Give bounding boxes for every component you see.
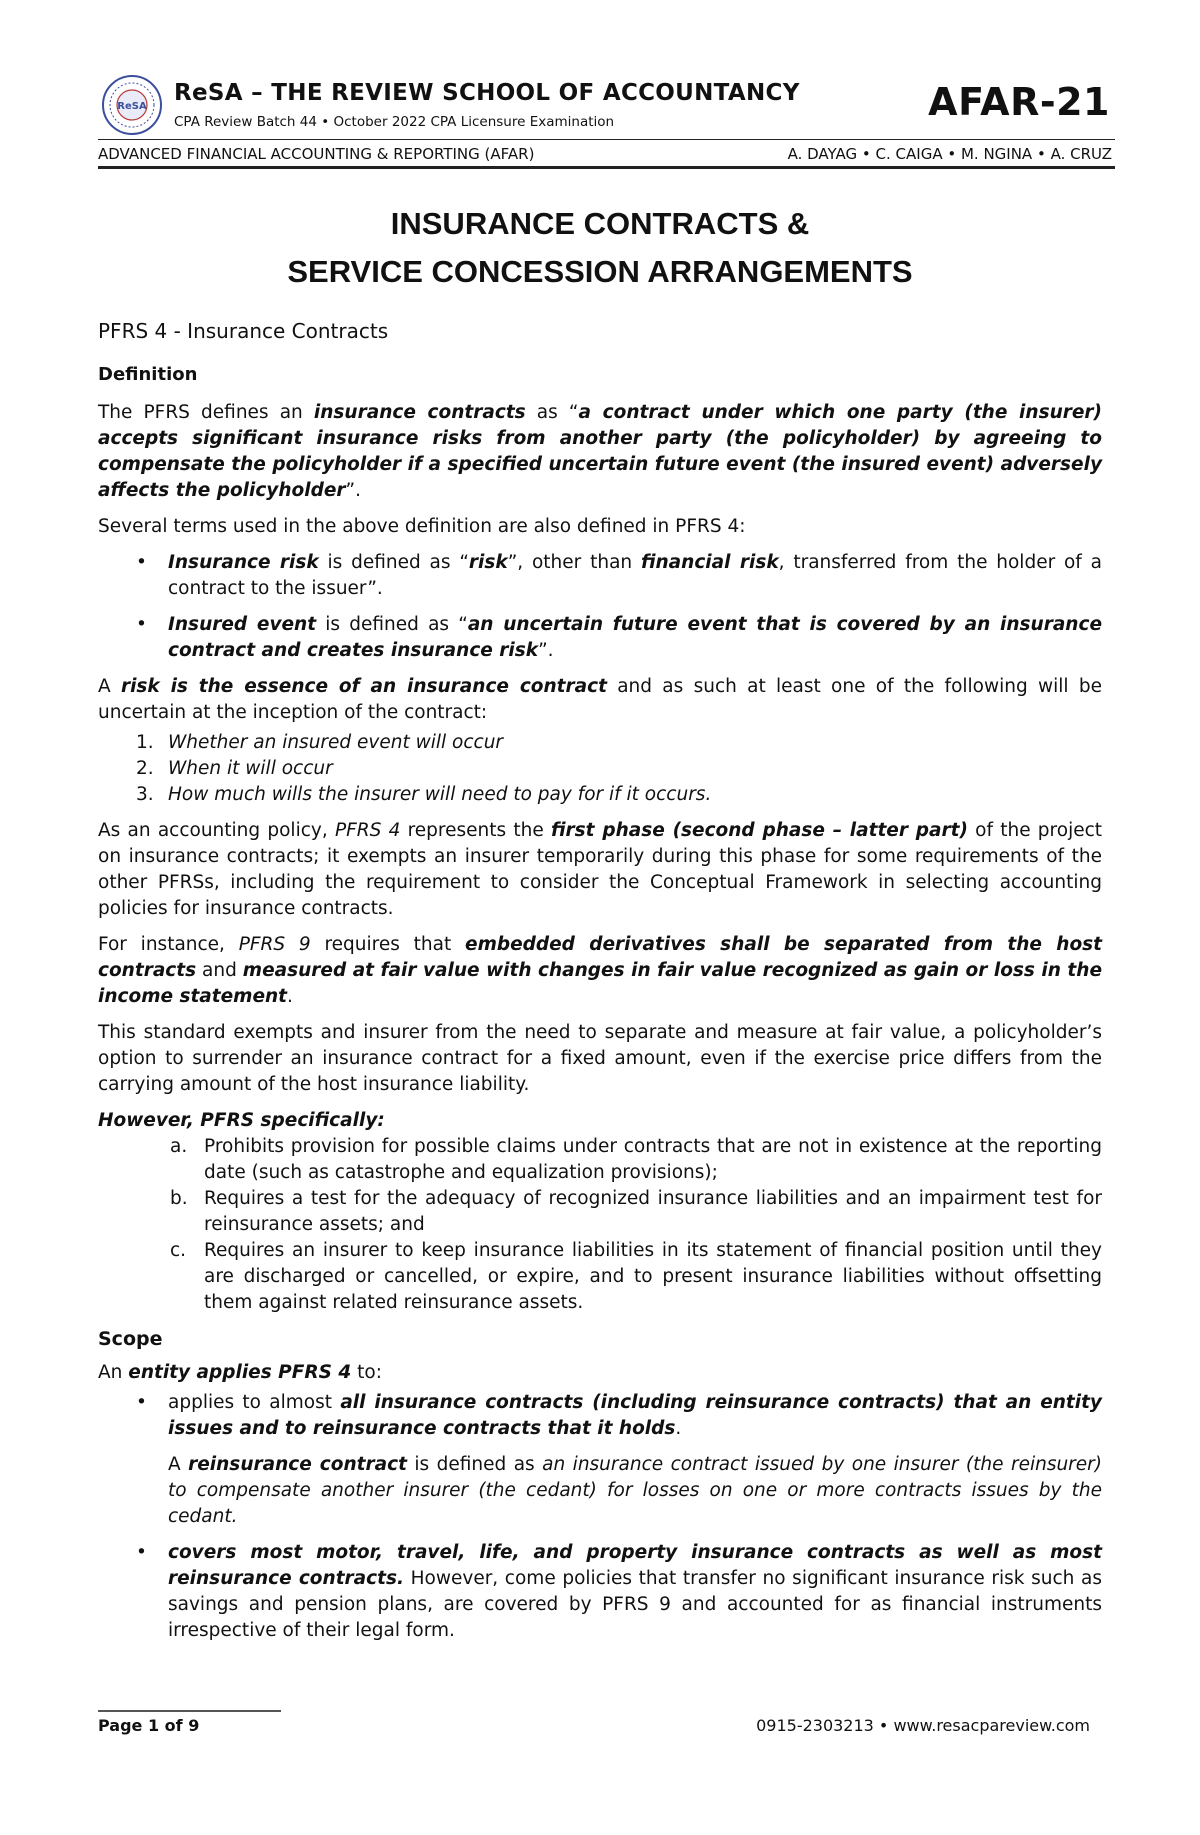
policy-paragraph: As an accounting policy, PFRS 4 represents the first phase (second phase – latter part) of the project on insurance contracts; it exempts an insurer temporarily during this phase for some requirements of the other PFRSs, including the requirement to consider the Conceptual Framework in selecting accounting policies for insurance contracts. [98, 820, 1103, 919]
terms-intro: Several terms used in the above definition are also defined in PFRS 4: [98, 516, 746, 537]
exemption-paragraph: This standard exempts and insurer from the need to separate and measure at fair value, a policyholder’s option to surrender an insurance contract for a fixed amount, even if the exercise price differs from the carrying amount of the host insurance liability. [98, 1022, 1102, 1095]
main-content [98, 318, 1102, 1654]
list-item: 2. When it will occur [136, 758, 333, 779]
subject-label: ADVANCED FINANCIAL ACCOUNTING & REPORTING (AFAR) [98, 145, 535, 163]
section-heading: PFRS 4 - Insurance Contracts [98, 319, 389, 343]
definition-heading: Definition [98, 364, 198, 385]
scope-list-2 [98, 1540, 1102, 1644]
instance-paragraph: For instance, PFRS 9 requires that embedded derivatives shall be separated from the host contracts and measured at fair value with changes in fair value recognized as gain or loss in the income statement. [98, 934, 1103, 1007]
list-item: • Insurance risk is defined as “risk”, other than financial risk, transferred from the holder of a contract to the issuer”. [136, 552, 1102, 599]
batch-info: CPA Review Batch 44 • October 2022 CPA Licensure Examination [174, 114, 615, 130]
list-item: • covers most motor, travel, life, and property insurance contracts as well as most reinsurance contracts. However, come policies that transfer no significant insurance risk such as savings and pension plans, are covered by PFRS 9 and accounted for as financial instruments irrespective of their legal form. [136, 1542, 1103, 1641]
list-item: • applies to almost all insurance contracts (including reinsurance contracts) that an entity issues and to reinsurance contracts that it holds. [136, 1392, 1102, 1439]
uncertainty-list [98, 730, 1102, 808]
scope-list [98, 1390, 1102, 1442]
list-item: a. Prohibits provision for possible claims under contracts that are not in existence at the reporting date (such as catastrophe and equalization provisions); [170, 1136, 1102, 1183]
however-heading: However, PFRS specifically: [98, 1110, 385, 1131]
scope-heading: Scope [98, 1328, 163, 1350]
reinsurance-paragraph: A reinsurance contract is defined as an insurance contract issued by one insurer (the reinsurer) to compensate another insurer (the cedant) for losses on one or more contracts issues by the cedant. [168, 1454, 1102, 1527]
page-number: Page 1 of 9 [98, 1716, 200, 1735]
title-line-2: SERVICE CONCESSION ARRANGEMENTS [287, 254, 913, 289]
school-name: ReSA – THE REVIEW SCHOOL OF ACCOUNTANCY [174, 80, 800, 106]
header-rule-bottom [98, 166, 1115, 169]
list-item: • Insured event is defined as “an uncertain future event that is covered by an insurance contract and creates insurance risk”. [136, 614, 1102, 661]
risk-paragraph: A risk is the essence of an insurance contract and as such at least one of the following will be uncertain at the inception of the contract: [98, 676, 1102, 723]
list-item: 1. Whether an insured event will occur [136, 732, 504, 753]
contact-info: 0915-2303213 • www.resacpareview.com [756, 1716, 1090, 1735]
authors-label: A. DAYAG • C. CAIGA • M. NGINA • A. CRUZ [787, 145, 1112, 163]
requirements-list [98, 1134, 1102, 1316]
list-item: c. Requires an insurer to keep insurance liabilities in its statement of financial position until they are discharged or cancelled, or expire, and to present insurance liabilities without offsetting them against related reinsurance assets. [170, 1240, 1102, 1313]
list-item: b. Requires a test for the adequacy of recognized insurance liabilities and an impairment test for reinsurance assets; and [170, 1188, 1102, 1235]
footer-rule [98, 1710, 281, 1712]
logo-text: ReSA [117, 101, 147, 112]
title-line-1: INSURANCE CONTRACTS & [390, 206, 810, 241]
list-item: 3. How much wills the insurer will need to pay for if it occurs. [136, 784, 712, 805]
document-code: AFAR-21 [928, 80, 1110, 124]
terms-list [98, 550, 1102, 664]
resa-logo [101, 74, 163, 136]
scope-intro: An entity applies PFRS 4 to: [98, 1362, 382, 1383]
header-rule-top [98, 139, 1115, 140]
definition-paragraph: The PFRS defines an insurance contracts as “a contract under which one party (the insurer) accepts significant insurance risks from another party (the policyholder) by agreeing to compensate the policyholder if a specified uncertain future event (the insured event) adversely affects the policyholder”. [98, 402, 1103, 501]
